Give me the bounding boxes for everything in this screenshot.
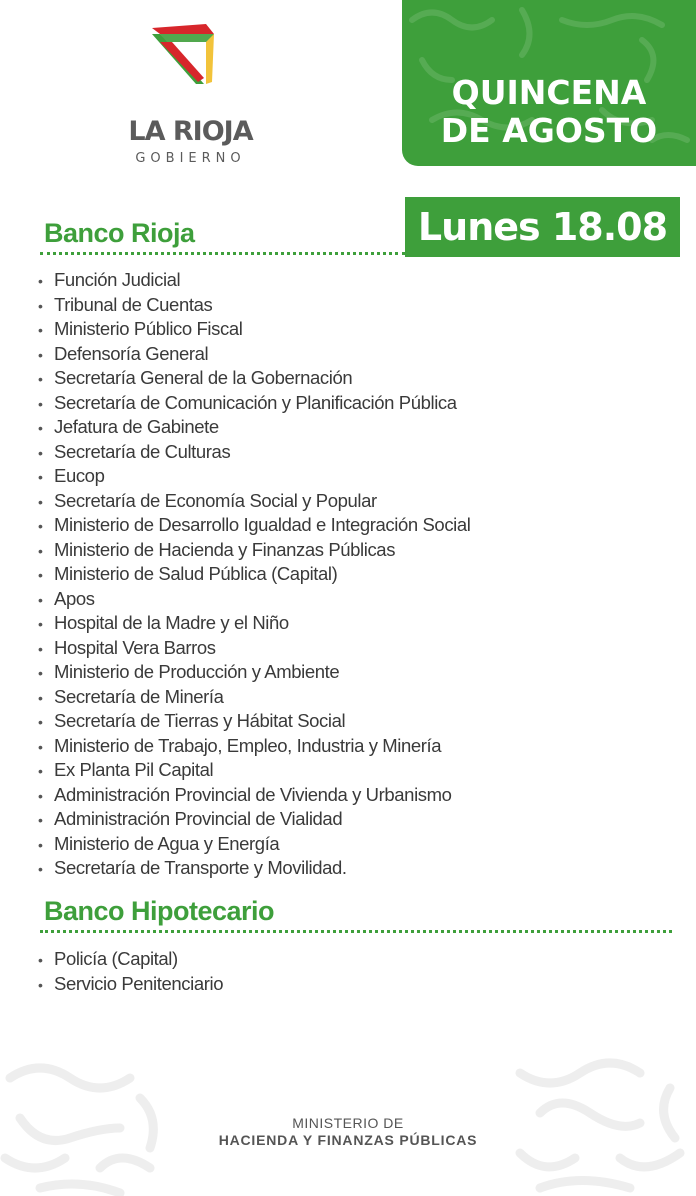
list-item-label: Ministerio de Producción y Ambiente — [54, 661, 340, 682]
list-item — [38, 856, 470, 881]
bullet-icon: • — [38, 273, 43, 289]
banco-hipotecario-list — [38, 947, 223, 996]
la-rioja-logo — [100, 20, 280, 166]
bullet-icon: • — [38, 689, 43, 706]
list-item — [38, 947, 223, 972]
list-item — [38, 972, 223, 997]
list-item-label: Apos — [54, 587, 95, 609]
list-item-label: Secretaría de Culturas — [54, 440, 231, 462]
logo-title: LA RIOJA — [128, 116, 253, 147]
section-title-banco-hipotecario: Banco Hipotecario — [44, 896, 275, 926]
bullet-icon: • — [38, 836, 43, 853]
list-item-label: Secretaría de Minería — [54, 685, 224, 707]
bullet-icon: • — [38, 518, 43, 534]
quincena-banner — [402, 0, 696, 166]
list-item — [38, 268, 470, 293]
bullet-icon: • — [38, 976, 43, 993]
bullet-icon: • — [38, 861, 43, 877]
footer-ministry-line-2: HACIENDA Y FINANZAS PÚBLICAS — [218, 1132, 478, 1148]
list-item-label: Tribunal de Cuentas — [54, 293, 213, 315]
bullet-icon: • — [38, 665, 43, 681]
banner-text — [402, 74, 696, 150]
list-item-label: Servicio Penitenciario — [54, 972, 224, 994]
list-item-label: Ministerio de Trabajo, Empleo, Industria y Minería — [54, 734, 442, 756]
list-item — [38, 293, 470, 318]
bullet-icon: • — [38, 297, 43, 314]
bullet-icon: • — [38, 952, 43, 968]
section-title-banco-rioja: Banco Rioja — [44, 218, 195, 248]
bullet-icon: • — [38, 763, 43, 779]
bullet-icon: • — [38, 395, 43, 412]
list-item-label: Ministerio de Salud Pública (Capital) — [54, 563, 338, 584]
bullet-icon: • — [38, 591, 43, 608]
section-divider — [40, 930, 672, 933]
list-item — [38, 758, 470, 783]
list-item — [38, 366, 470, 391]
bullet-icon: • — [38, 640, 43, 657]
list-item-label: Ministerio de Hacienda y Finanzas Públicas — [54, 538, 396, 560]
list-item — [38, 391, 470, 416]
la-rioja-emblem-icon — [148, 20, 220, 84]
list-item-label: Secretaría de Comunicación y Planificación Pública — [54, 391, 457, 413]
list-item — [38, 440, 470, 465]
list-item-label: Hospital Vera Barros — [54, 636, 216, 658]
list-item — [38, 415, 470, 440]
bullet-icon: • — [38, 469, 43, 485]
list-item-label: Hospital de la Madre y el Niño — [54, 612, 289, 633]
list-item-label: Defensoría General — [54, 342, 209, 364]
bullet-icon: • — [38, 542, 43, 559]
list-item — [38, 464, 470, 489]
list-item — [38, 562, 470, 587]
bullet-icon: • — [38, 420, 43, 436]
list-item — [38, 783, 470, 808]
list-item — [38, 587, 470, 612]
list-item-label: Eucop — [54, 465, 105, 486]
bullet-icon: • — [38, 738, 43, 755]
bullet-icon: • — [38, 714, 43, 730]
bullet-icon: • — [38, 322, 43, 338]
list-item-label: Policía (Capital) — [54, 948, 178, 969]
bullet-icon: • — [38, 567, 43, 583]
list-item-label: Ex Planta Pil Capital — [54, 759, 214, 780]
bullet-icon: • — [38, 616, 43, 632]
list-item-label: Ministerio de Desarrollo Igualdad e Integración Social — [54, 514, 471, 535]
list-item — [38, 734, 470, 759]
bullet-icon: • — [38, 787, 43, 804]
list-item — [38, 489, 470, 514]
list-item-label: Función Judicial — [54, 269, 181, 290]
logo-subtitle: GOBIERNO — [135, 151, 246, 166]
date-label: Lunes 18.08 — [405, 197, 680, 257]
bullet-icon: • — [38, 371, 43, 387]
list-item-label: Secretaría de Economía Social y Popular — [54, 489, 377, 511]
bullet-icon: • — [38, 444, 43, 461]
list-item — [38, 807, 470, 832]
section-divider — [40, 252, 405, 255]
list-item-label: Secretaría General de la Gobernación — [54, 367, 353, 388]
list-item — [38, 685, 470, 710]
list-item-label: Ministerio Público Fiscal — [54, 318, 243, 339]
bullet-icon: • — [38, 812, 43, 828]
list-item — [38, 611, 470, 636]
list-item — [38, 636, 470, 661]
list-item — [38, 538, 470, 563]
banner-line-1: QUINCENA — [451, 73, 647, 112]
list-item — [38, 317, 470, 342]
list-item-label: Administración Provincial de Vialidad — [54, 808, 343, 829]
banner-line-2: DE AGOSTO — [440, 111, 658, 150]
list-item-label: Ministerio de Agua y Energía — [54, 832, 280, 854]
footer-ministry-line-1: MINISTERIO DE — [292, 1115, 404, 1131]
bullet-icon: • — [38, 493, 43, 510]
list-item-label: Secretaría de Tierras y Hábitat Social — [54, 710, 346, 731]
list-item — [38, 342, 470, 367]
banco-rioja-list — [38, 268, 470, 881]
list-item — [38, 709, 470, 734]
list-item-label: Secretaría de Transporte y Movilidad. — [54, 857, 347, 878]
bullet-icon: • — [38, 346, 43, 363]
list-item-label: Administración Provincial de Vivienda y Urbanismo — [54, 783, 452, 805]
list-item — [38, 513, 470, 538]
list-item-label: Jefatura de Gabinete — [54, 416, 219, 437]
list-item — [38, 832, 470, 857]
list-item — [38, 660, 470, 685]
